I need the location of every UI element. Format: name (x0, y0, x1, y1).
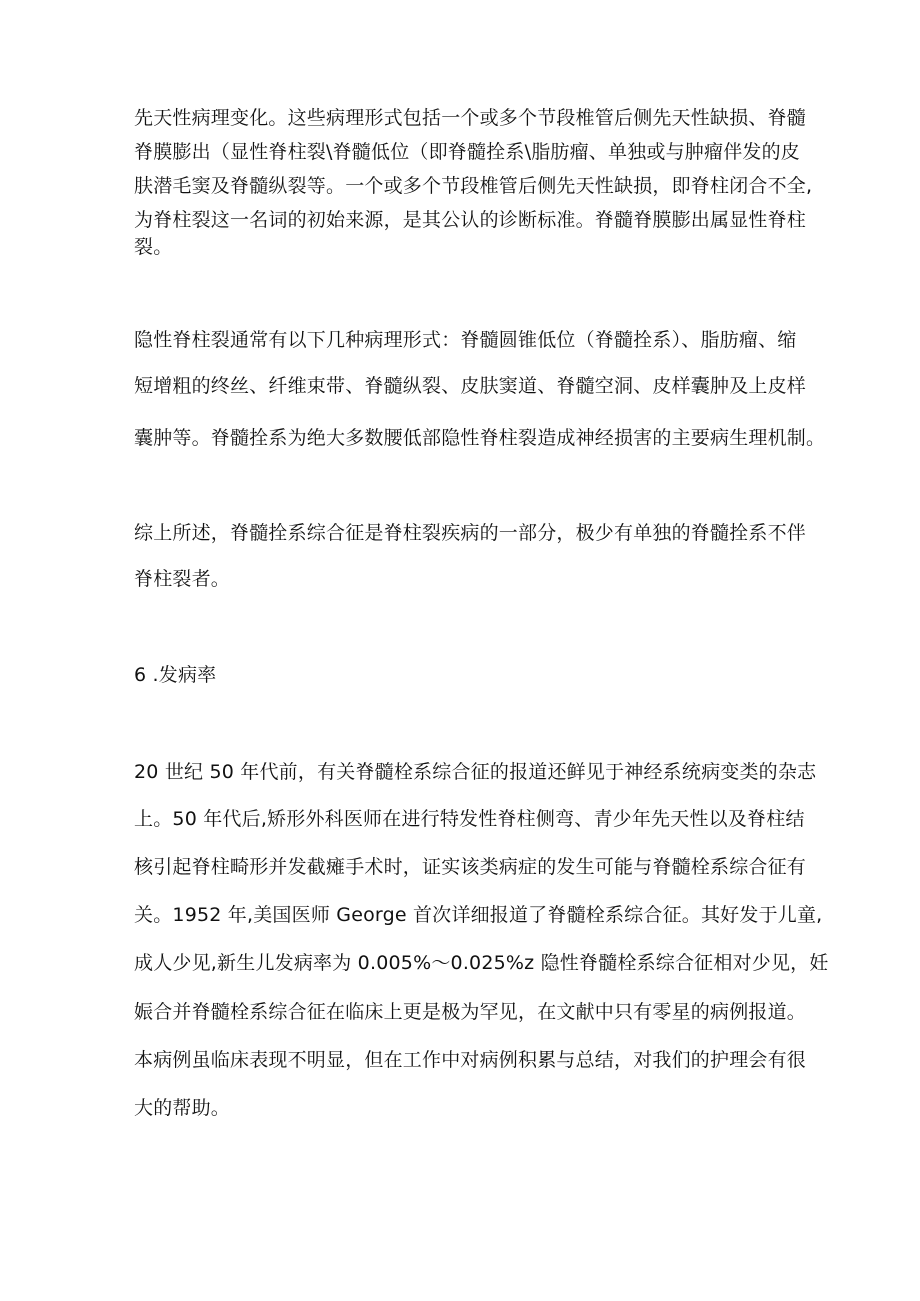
paragraph-5-line-6: 娠合并脊髓栓系综合征在临床上更是极为罕见，在文献中只有零星的病例报道。 (134, 1001, 807, 1023)
paragraph-1-line-1: 先天性病理变化。这些病理形式包括一个或多个节段椎管后侧先天性缺损、脊髓 (134, 107, 807, 129)
paragraph-5-line-4: 关。1952 年,美国医师 George 首次详细报道了脊髓栓系综合征。其好发于儿童, (134, 904, 823, 926)
paragraph-5-line-3: 核引起脊柱畸形并发截瘫手术时，证实该类病症的发生可能与脊髓栓系综合征有 (134, 856, 807, 878)
paragraph-3-line-2: 脊柱裂者。 (134, 568, 231, 590)
paragraph-5-line-2: 上。50 年代后,矫形外科医师在进行特发性脊柱侧弯、青少年先天性以及脊柱结 (134, 808, 805, 830)
paragraph-1-line-5: 裂。 (134, 236, 173, 258)
paragraph-3-line-1: 综上所述，脊髓拴系综合征是脊柱裂疾病的一部分，极少有单独的脊髓拴系不伴 (134, 522, 807, 544)
paragraph-5-line-7: 本病例虽临床表现不明显，但在工作中对病例积累与总结，对我们的护理会有很 (134, 1049, 807, 1071)
paragraph-1-line-2: 脊膜膨出（显性脊柱裂\脊髓低位（即脊髓拴系\脂肪瘤、单独或与肿瘤伴发的皮 (134, 141, 801, 163)
paragraph-5-line-8: 大的帮助。 (134, 1097, 231, 1119)
paragraph-2-line-1: 隐性脊柱裂通常有以下几种病理形式：脊髓圆锥低位（脊髓拴系）、脂肪瘤、缩 (134, 329, 797, 351)
paragraph-5-line-1: 20 世纪 50 年代前，有关脊髓栓系综合征的报道还鲜见于神经系统病变类的杂志 (134, 761, 817, 783)
paragraph-2-line-3: 囊肿等。脊髓拴系为绝大多数腰低部隐性脊柱裂造成神经损害的主要病生理机制。 (134, 427, 826, 449)
paragraph-5-line-5: 成人少见,新生儿发病率为 0.005%〜0.025%z 隐性脊髓栓系综合征相对少见，妊 (134, 952, 829, 974)
section-heading: 6 .发病率 (134, 664, 217, 686)
paragraph-2-line-2: 短增粗的终丝、纤维束带、脊髓纵裂、皮肤窦道、脊髓空洞、皮样囊肿及上皮样 (134, 375, 807, 397)
paragraph-1-line-4: 为脊柱裂这一名词的初始来源，是其公认的诊断标准。脊髓脊膜膨出属显性脊柱 (134, 209, 807, 231)
paragraph-1-line-3: 肤潜毛窦及脊髓纵裂等。一个或多个节段椎管后侧先天性缺损，即脊柱闭合不全, (134, 175, 813, 197)
